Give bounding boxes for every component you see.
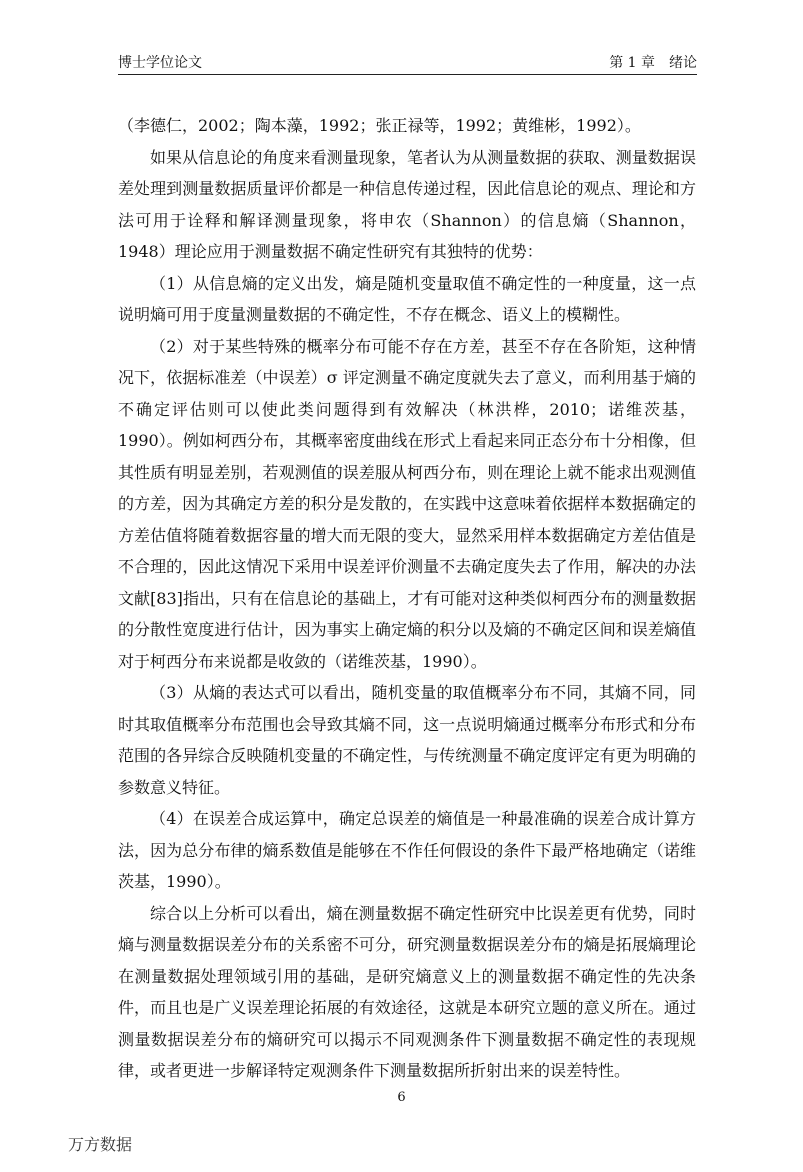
paragraph: （2）对于某些特殊的概率分布可能不存在方差，甚至不存在各阶矩，这种情况下，依据标准差（中误差）σ 评定测量不确定度就失去了意义，而利用基于熵的不确定评估则可以使此类问题得到有效解决（林洪桦，2010；诺维茨基，1990）。例如柯西分布，其概率密度曲线在形式上看起来同正态分布十分相像，但其性质有明显差别，若观测值的误差服从柯西分布，则在理论上就不能求出观测值的方差，因为其确定方差的积分是发散的，在实践中这意味着依据样本数据确定的方差估值将随着数据容量的增大而无限的变大，显然采用样本数据确定方差估值是不合理的，因此这情况下采用中误差评价测量不去确定度失去了作用，解决的办法文献[83]指出，只有在信息论的基础上，才有可能对这种类似柯西分布的测量数据的分散性宽度进行估计，因为事实上确定熵的积分以及熵的不确定区间和误差熵值对于柯西分布来说都是收敛的（诺维茨基，1990）。: [118, 336, 696, 671]
header-thesis-type: 博士学位论文: [118, 55, 202, 71]
header-chapter-title: 绪论: [669, 55, 697, 71]
paragraph: 如果从信息论的角度来看测量现象，笔者认为从测量数据的获取、测量数据误差处理到测量数据质量评价都是一种信息传递过程，因此信息论的观点、理论和方法可用于诠释和解译测量现象，将申农（Shannon）的信息熵（Shannon，1948）理论应用于测量数据不确定性研究有其独特的优势：: [118, 147, 696, 261]
paragraph: （4）在误差合成运算中，确定总误差的熵值是一种最准确的误差合成计算方法，因为总分布律的熵系数值是能够在不作任何假设的条件下最严格地确定（诺维茨基，1990）。: [118, 809, 696, 891]
paragraph: （3）从熵的表达式可以看出，随机变量的取值概率分布不同，其熵不同，同时其取值概率分布范围也会导致其熵不同，这一点说明熵通过概率分布形式和分布范围的各异综合反映随机变量的不确定性，与传统测量不确定度评定有更为明确的参数意义特征。: [118, 683, 696, 797]
body-text: [118, 110, 696, 1087]
header-chapter-number: 第 1 章: [609, 55, 655, 71]
paragraph: 综合以上分析可以看出，熵在测量数据不确定性研究中比误差更有优势，同时熵与测量数据误差分布的关系密不可分，研究测量数据误差分布的熵是拓展熵理论在测量数据处理领域引用的基础，是研究熵意义上的测量数据不确定性的先决条件，而且也是广义误差理论拓展的有效途径，这就是本研究立题的意义所在。通过测量数据误差分布的熵研究可以揭示不同观测条件下测量数据不确定性的表现规律，或者更进一步解译特定观测条件下测量数据所折射出来的误差特性。: [118, 903, 696, 1080]
page-number: 6: [397, 1090, 406, 1105]
page-header: [118, 50, 697, 75]
header-chapter: [609, 52, 697, 72]
paragraph: （1）从信息熵的定义出发，熵是随机变量取值不确定性的一种度量，这一点说明熵可用于度量测量数据的不确定性，不存在概念、语义上的模糊性。: [118, 273, 696, 324]
paragraph: （李德仁，2002；陶本藻，1992；张正禄等，1992；黄维彬，1992）。: [118, 116, 641, 135]
watermark: 万方数据: [68, 1135, 133, 1154]
